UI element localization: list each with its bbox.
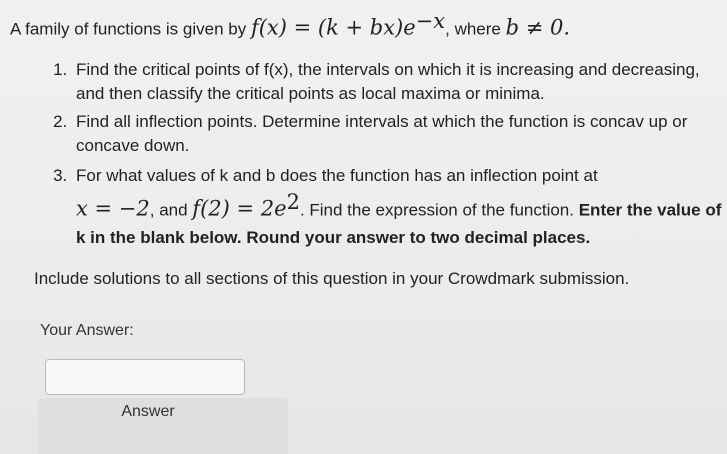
intro-text: A family of functions is given by: [10, 19, 251, 39]
your-answer-label: Your Answer:: [40, 322, 134, 339]
answer-button-label: Answer: [121, 403, 175, 420]
question-intro: [10, 6, 700, 45]
question-3-text-b: , and: [149, 200, 193, 220]
function-equation: f(x) = (k + bx)e: [250, 15, 416, 40]
question-1-text: Find the critical points of f(x), the intervals on which it is increasing and decreasing, and then classify the critical points as local maxima or minima.: [76, 60, 700, 103]
question-item-3: [72, 162, 727, 251]
condition-equation: b ≠ 0.: [505, 15, 571, 40]
question-item-2: [72, 110, 727, 158]
answer-button[interactable]: [38, 398, 288, 454]
intro-where: , where: [445, 19, 506, 39]
question-3-eq1: x = −2: [76, 196, 150, 221]
question-3-instruction: Enter the value of k in the blank below. Round your answer to two decimal places.: [76, 200, 722, 247]
question-list: [38, 58, 727, 255]
question-item-1: [72, 58, 727, 106]
function-exponent: −x: [415, 9, 446, 33]
submission-note: Include solutions to all sections of this question in your Crowdmark submission.: [34, 269, 630, 288]
question-3-eq2-exp: 2: [286, 190, 300, 214]
answer-input[interactable]: [45, 359, 245, 395]
question-2-text: Find all inflection points. Determine intervals at which the function is concav up or concave down.: [76, 112, 688, 155]
question-3-text-c: . Find the expression of the function.: [299, 200, 579, 220]
question-3-eq2: f(2) = 2e: [192, 196, 287, 221]
question-3-text-a: For what values of k and b does the function has an inflection point at: [76, 166, 598, 185]
